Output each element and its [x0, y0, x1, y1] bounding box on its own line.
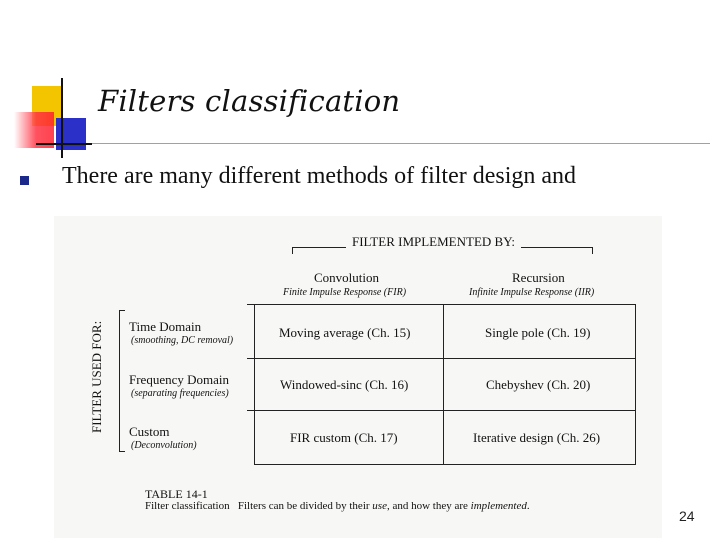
caption-text-2: , and how they are: [386, 500, 468, 512]
column-title-recursion: Recursion: [512, 270, 565, 285]
grid-line-middle: [443, 304, 444, 465]
header-brace-right: [592, 247, 593, 254]
side-label: FILTER USED FOR:: [89, 320, 104, 433]
cell-fir-custom: FIR custom (Ch. 17): [290, 430, 398, 445]
logo-horizontal-line: [36, 143, 92, 145]
cell-windowed-sinc: Windowed-sinc (Ch. 16): [280, 377, 409, 392]
grid-line-2: [247, 410, 636, 411]
slide-title: Filters classification: [98, 84, 401, 118]
cell-moving-average: Moving average (Ch. 15): [279, 325, 411, 340]
row-subtitle-custom: (Deconvolution): [131, 440, 197, 451]
cell-single-pole: Single pole (Ch. 19): [485, 325, 591, 340]
grid-line-top: [247, 304, 636, 305]
side-brace-top: [119, 310, 125, 311]
caption-text-3: .: [526, 500, 530, 512]
cell-iterative-design: Iterative design (Ch. 26): [473, 430, 601, 445]
grid-line-right: [635, 304, 636, 465]
bullet-text: There are many different methods of filter design and: [62, 163, 577, 189]
row-title-time-domain: Time Domain: [129, 319, 202, 334]
caption-em-1: use: [372, 500, 387, 512]
caption: [145, 500, 530, 512]
title-underline: [92, 143, 710, 144]
logo-vertical-line: [61, 78, 63, 158]
caption-text-1: Filters can be divided by their: [237, 500, 370, 512]
caption-em-2: implemented: [470, 500, 527, 512]
caption-label: TABLE 14-1: [145, 487, 208, 501]
grid-line-1: [247, 358, 636, 359]
column-title-convolution: Convolution: [314, 270, 380, 285]
grid-line-left: [254, 304, 255, 465]
page-number: 24: [679, 508, 695, 524]
figure-header: FILTER IMPLEMENTED BY:: [346, 234, 521, 250]
header-brace-left: [292, 247, 293, 254]
row-subtitle-time-domain: (smoothing, DC removal): [131, 335, 234, 346]
row-title-frequency-domain: Frequency Domain: [129, 372, 230, 387]
bullet-marker: [20, 176, 29, 185]
caption-prefix: Filter classification: [145, 500, 230, 512]
filter-classification-figure: [54, 216, 662, 538]
column-subtitle-iir: Infinite Impulse Response (IIR): [469, 287, 595, 298]
side-brace-line: [119, 310, 120, 452]
side-brace-bottom: [119, 451, 125, 452]
row-title-custom: Custom: [129, 424, 170, 439]
column-subtitle-fir: Finite Impulse Response (FIR): [283, 287, 407, 298]
cell-chebyshev: Chebyshev (Ch. 20): [486, 377, 591, 392]
grid-line-bottom: [254, 464, 636, 465]
row-subtitle-frequency-domain: (separating frequencies): [131, 388, 229, 399]
